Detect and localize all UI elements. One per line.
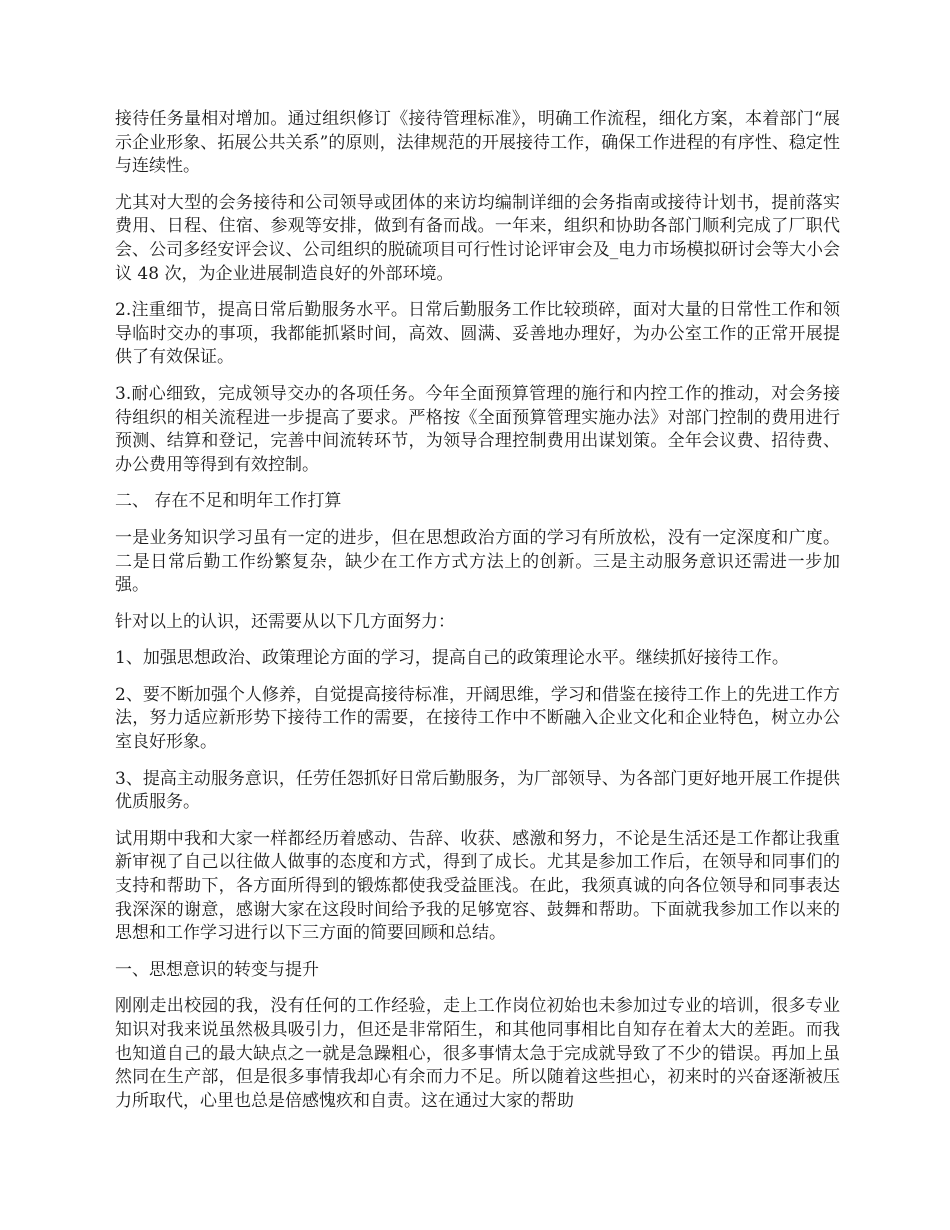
paragraph-budget-management: 3.耐心细致，完成领导交办的各项任务。今年全面预算管理的施行和内控工作的推动，对会务接待组织的相关流程进一步提高了要求。严格按《全面预算管理实施办法》对部门控制的费用进行预测、结算和登记，完善中间流转环节，为领导合理控制费用出谋划策。全年会议费、招待费、办公费用等得到有效控制。 (115, 383, 840, 475)
paragraph-shortcomings: 一是业务知识学习虽有一定的进步，但在思想政治方面的学习有所放松，没有一定深度和广度。二是日常后勤工作纷繁复杂，缺少在工作方式方法上的创新。三是主动服务意识还需进一步加强。 (115, 527, 840, 596)
paragraph-efforts-intro: 针对以上的认识，还需要从以下几方面努力： (115, 611, 455, 632)
paragraph-probation-summary: 试用期中我和大家一样都经历着感动、告辞、收获、感激和努力，不论是生活还是工作都让我重新审视了自己以往做人做事的态度和方式，得到了成长。尤其是参加工作后，在领导和同事们的支持和帮助下，各方面所得到的锻炼都使我受益匪浅。在此，我须真诚的向各位领导和同事表达我深深的谢意，感谢大家在这段时间给予我的足够宽容、鼓舞和帮助。下面就我参加工作以来的思想和工作学习进行以下三方面的简要回顾和总结。 (115, 828, 840, 944)
list-item-political-study: 1、加强思想政治、政策理论方面的学习，提高自己的政策理论水平。继续抓好接待工作。 (115, 648, 789, 669)
paragraph-meeting-arrangements: 尤其对大型的会务接待和公司领导或团体的来访均编制详细的会务指南或接待计划书，提前落实费用、日程、住宿、参观等安排，做到有备而战。一年来，组织和协助各部门顺利完成了厂职代会、公司多经安评会议、公司组织的脱硫项目可行性讨论评审会及_电力市场模拟研讨会等大小会议 48 次，为企业进展制造良好的外部环境。 (115, 192, 840, 284)
list-item-self-cultivation: 2、要不断加强个人修养，自觉提高接待标准，开阔思维，学习和借鉴在接待工作上的先进工作方法，努力适应新形势下接待工作的需要，在接待工作中不断融入企业文化和企业特色，树立办公室良好形象。 (115, 684, 840, 753)
section-heading-mindset: 一、思想意识的转变与提升 (115, 959, 319, 980)
section-heading-shortcomings: 二、 存在不足和明年工作打算 (115, 491, 342, 512)
paragraph-logistics-service: 2.注重细节，提高日常后勤服务水平。日常后勤服务工作比较琐碎，面对大量的日常性工作和领导临时交办的事项，我都能抓紧时间，高效、圆满、妥善地办理好，为办公室工作的正常开展提供了有效保证。 (115, 300, 840, 368)
list-item-service-awareness: 3、提高主动服务意识，任劳任怨抓好日常后勤服务，为厂部领导、为各部门更好地开展工作提供优质服务。 (115, 768, 840, 813)
document-page (115, 108, 840, 1126)
paragraph-reception-standards: 接待任务量相对增加。通过组织修订《接待管理标准》，明确工作流程，细化方案，本着部门“展示企业形象、拓展公共关系”的原则，法律规范的开展接待工作，确保工作进程的有序性、稳定性与连续性。 (115, 109, 840, 177)
paragraph-mindset: 刚刚走出校园的我，没有任何的工作经验，走上工作岗位初始也未参加过专业的培训，很多专业知识对我来说虽然极具吸引力，但还是非常陌生，和其他同事相比自知存在着太大的差距。而我也知道自己的最大缺点之一就是急躁粗心，很多事情太急于完成就导致了不少的错误。再加上虽然同在生产部，但是很多事情我却心有余而力不足。所以随着这些担心，初来时的兴奋逐渐被压力所取代，心里也总是倍感愧疚和自责。这在通过大家的帮助 (115, 996, 840, 1111)
